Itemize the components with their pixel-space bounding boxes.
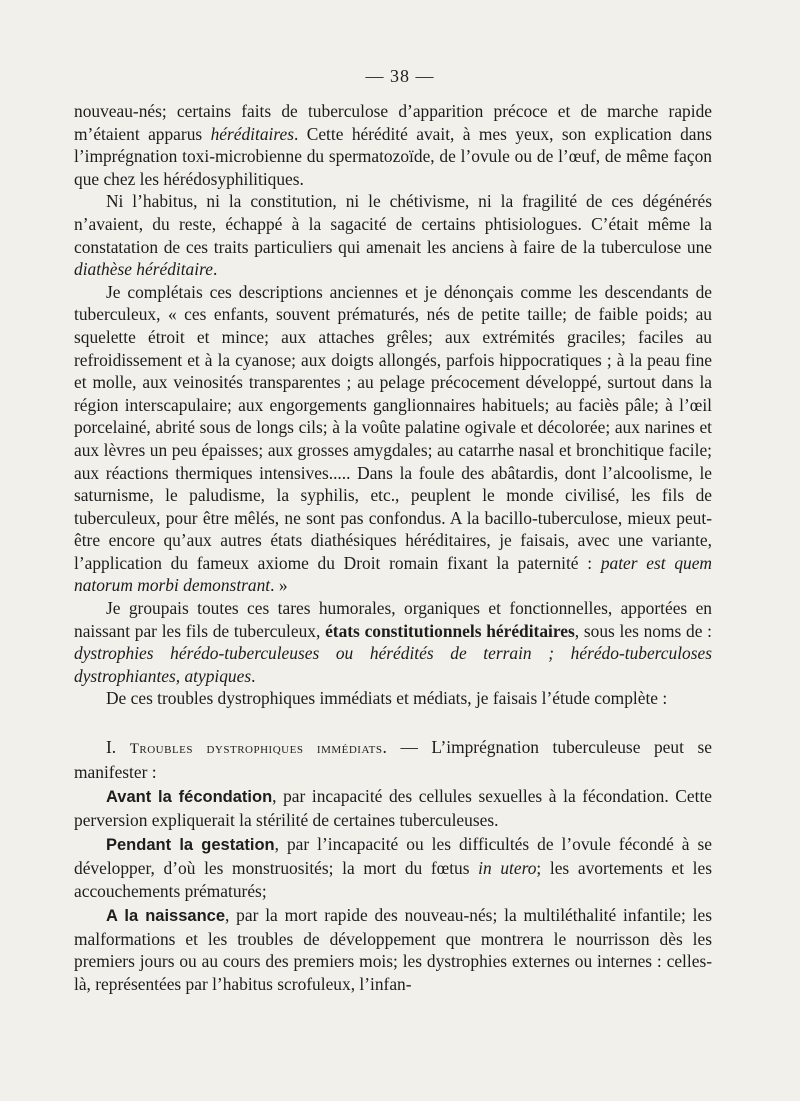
bold-term: états constitutionnels héréditaires <box>325 620 575 641</box>
italic-term: dystrophies hérédo-tuberculeuses ou hérédités de terrain ; hérédo-tuberculoses dystrophiantes, atypiques <box>74 643 712 686</box>
text-run: Ni l’habitus, ni la constitution, ni le chétivisme, ni la fragilité de ces dégénérés n’avaient, du reste, échappé à la sagacité de certains phtisiologues. C’était même la constatation de ces traits particuliers qui amenait les anciens à faire de la tuberculose une <box>74 191 712 257</box>
paragraph-3 <box>74 281 712 597</box>
paragraph-4 <box>74 597 712 687</box>
italic-quote: pater est quem natorum morbi demonstrant <box>74 552 712 596</box>
bold-lead-term: Pendant la gestation <box>106 836 275 855</box>
paragraph-5: De ces troubles dystrophiques immédiats et médiats, je faisais l’étude complète : <box>106 688 668 709</box>
text-run: . <box>212 259 218 280</box>
text-run: nouveau-nés; certains faits de tuberculose d’apparition précoce et de marche rapide m’étaient apparus <box>74 101 712 144</box>
paragraph-pendant-gestation <box>74 833 712 902</box>
bold-lead-term: Avant la fécondation <box>106 788 273 807</box>
text-run: . Cette hérédité avait, à mes yeux, son explication dans l’imprégnation toxi-microbienne du spermatozoïde, de l’ovule ou de l’œuf, de même façon que chez les hérédosyphilitiques. <box>74 123 712 189</box>
text-run: . — L’imprégnation tuberculeuse peut se manifester : <box>74 737 712 782</box>
section-number: I. <box>106 737 130 758</box>
text-run: Je groupais toutes ces tares humorales, organiques et fonctionnelles, apportées en naissant par les fils de tuberculeux, <box>74 598 712 641</box>
body-text <box>74 100 712 996</box>
section-heading-paragraph <box>74 736 712 783</box>
text-run: , sous les noms de : <box>574 620 713 641</box>
paragraph-a-la-naissance <box>74 904 712 995</box>
text-run: , par incapacité des cellules sexuelles à la fécondation. Cette perversion expliquerait la stérilité de certaines tuberculeuses. <box>74 786 712 830</box>
page-number: — 38 — <box>365 66 435 86</box>
paragraph-before-fecondation <box>74 785 712 831</box>
text-run: , par l’incapacité ou les difficultés de l’ovule fécondé à se développer, d’où les monstruosités; la mort du fœtus <box>74 834 712 878</box>
italic-term: diathèse héréditaire <box>74 259 213 280</box>
bold-lead-term: A la naissance <box>106 907 225 926</box>
italic-term: in utero <box>478 858 537 878</box>
text-run: . <box>251 665 256 686</box>
text-run: . » <box>270 575 288 596</box>
text-run: , par la mort rapide des nouveau-nés; la multiléthalité infantile; les malformations et les troubles de développement que montrera le nourrisson dès les premiers jours ou au cours des premiers mois; les dystrophies externes ou internes : celles-là, représentées par l’habitus scrofuleux, l’infan- <box>74 905 712 994</box>
paragraph-1 <box>74 100 712 190</box>
text-run: ; les avortements et les accouchements prématurés; <box>74 858 712 901</box>
paragraph-2 <box>74 190 712 280</box>
section-heading: Troubles dystrophiques immédiats <box>129 741 383 758</box>
text-run: Je complétais ces descriptions anciennes et je dénonçais comme les descendants de tuberculeux, « ces enfants, souvent prématurés, nés de petite taille; de faible poids; au squelette étroit et mince; aux attaches grêles; aux extrémités graciles; faciles au refroidissement et à la cyanose; aux doigts allongés, parfois hippocratiques ; à la peau fine et molle, aux veinosités transparentes ; au pelage précocement développé, surtout dans la région interscapulaire; aux engorgements ganglionnaires habituels; au faciès pâle; à l’œil porcelainé, abrité sous de longs cils; à la voûte palatine ogivale et décolorée; aux narines et aux lèvres un peu épaisses; aux grosses amygdales; au catarrhe nasal et bronchitique facile; aux réactions thermiques intensives..... Dans la foule des abâtardis, dont l’alcoolisme, le saturnisme, le paludisme, la syphilis, etc., peuplent le monde civilisé, les fils de tuberculeux, pour être mêlés, ne sont pas confondus. A la bacillo-tuberculose, mieux peut-être encore qu’aux autres états diathésiques héréditaires, je faisais, avec une variante, l’application du fameux axiome du Droit romain fixant la paternité : <box>74 281 712 573</box>
italic-term: héréditaires <box>210 123 294 144</box>
